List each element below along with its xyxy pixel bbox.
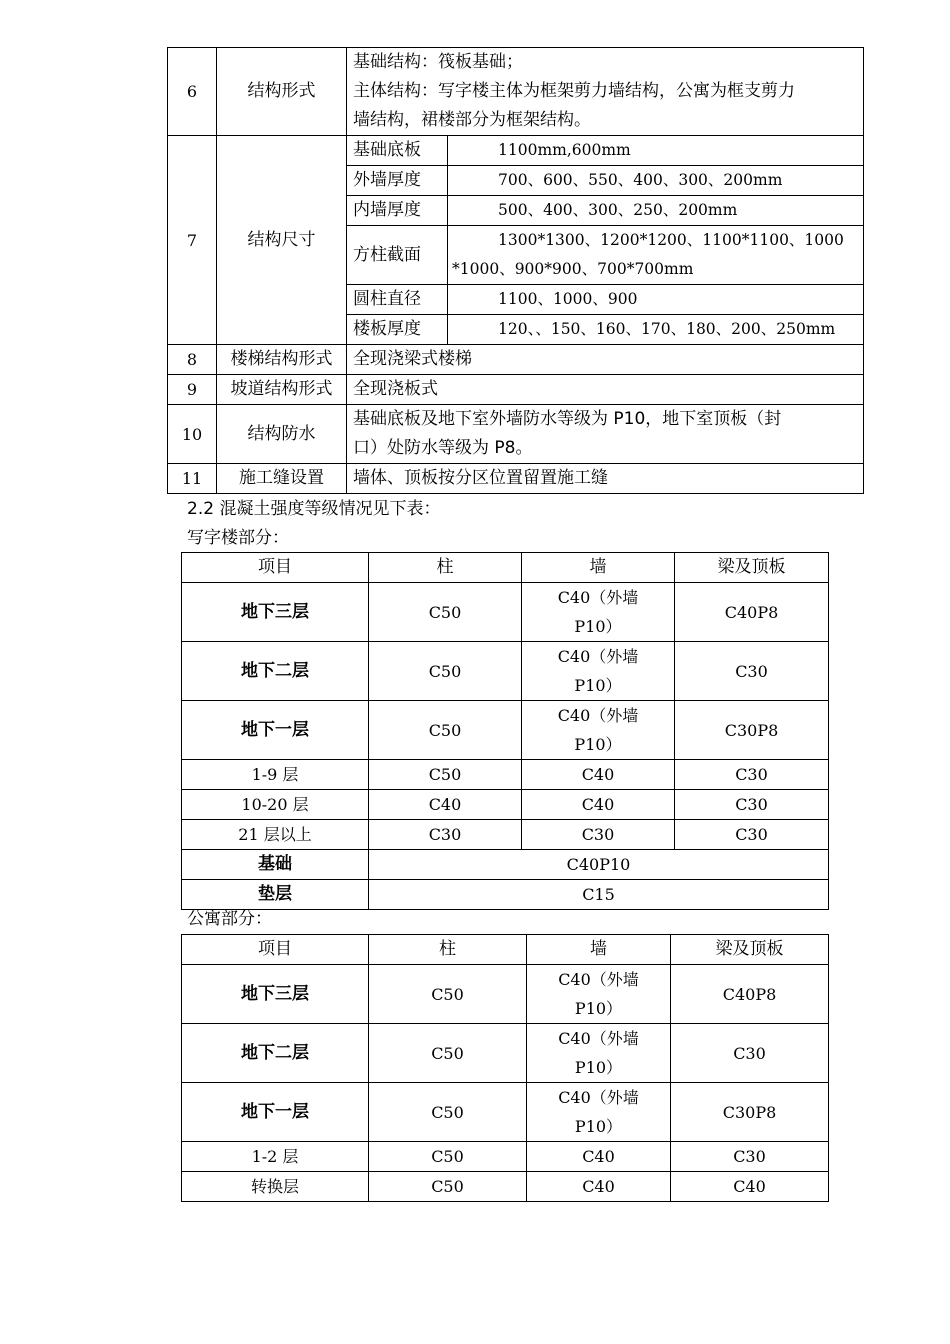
column-grade: C50: [369, 583, 522, 642]
table-row: [182, 1083, 829, 1142]
column-grade: C50: [369, 760, 522, 790]
table-row: [168, 136, 864, 166]
sub-label: 楼板厚度: [347, 315, 448, 345]
cushion-grade: C15: [369, 880, 829, 910]
column-grade: C30: [369, 820, 522, 850]
beam-grade: C30: [675, 642, 829, 701]
row-number: 7: [168, 136, 217, 345]
table-row: [182, 820, 829, 850]
wall-grade: C40: [527, 1142, 671, 1172]
wall-grade: C40: [527, 1172, 671, 1202]
text-line: P10）: [574, 999, 623, 1018]
table-row: [168, 375, 864, 405]
text-line: C40（外墙: [557, 647, 639, 666]
text-line: P10）: [574, 1117, 623, 1136]
table-row: [182, 1142, 829, 1172]
row-number: 6: [168, 48, 217, 136]
row-content: [347, 405, 864, 464]
office-caption: 写字楼部分：: [187, 528, 289, 548]
floor-cell: 转换层: [182, 1172, 369, 1202]
sub-value: [448, 226, 864, 285]
column-grade: C50: [369, 642, 522, 701]
header-cell: 柱: [369, 935, 527, 965]
sub-value: 1100mm,600mm: [448, 136, 864, 166]
text-line: C40（外墙: [557, 706, 639, 725]
floor-cell: 地下三层: [182, 965, 369, 1024]
text-line: 主体结构：写字楼主体为框架剪力墙结构，公寓为框支剪力: [353, 81, 795, 101]
text-line: C40（外墙: [557, 588, 639, 607]
floor-cell: 基础: [182, 850, 369, 880]
beam-grade: C30P8: [675, 701, 829, 760]
header-cell: 梁及顶板: [671, 935, 829, 965]
foundation-grade: C40P10: [369, 850, 829, 880]
floor-cell: 10-20 层: [182, 790, 369, 820]
column-grade: C50: [369, 965, 527, 1024]
beam-grade: C30: [675, 820, 829, 850]
floor-cell: 1-9 层: [182, 760, 369, 790]
sub-value: 120、、150、160、170、180、200、250mm: [448, 315, 864, 345]
row-number: 10: [168, 405, 217, 464]
text-line: P10）: [574, 617, 622, 636]
column-grade: C50: [369, 1024, 527, 1083]
table-row: [182, 642, 829, 701]
row-content: 全现浇板式: [347, 375, 864, 405]
row-content: 全现浇梁式楼梯: [347, 345, 864, 375]
beam-grade: C40: [671, 1172, 829, 1202]
wall-grade: [527, 1024, 671, 1083]
floor-cell: 地下二层: [182, 642, 369, 701]
row-title: 施工缝设置: [217, 464, 347, 494]
table-row: [182, 880, 829, 910]
row-title: 结构尺寸: [217, 136, 347, 345]
floor-cell: 地下一层: [182, 701, 369, 760]
section-heading: 2.2 混凝土强度等级情况见下表：: [187, 499, 441, 519]
sub-label: 圆柱直径: [347, 285, 448, 315]
floor-cell: 地下二层: [182, 1024, 369, 1083]
text-line: C40（外墙: [558, 970, 639, 989]
text-line: 1300*1300、1200*1200、1100*1100、1000: [498, 231, 844, 249]
floor-cell: 地下一层: [182, 1083, 369, 1142]
floor-cell: 垫层: [182, 880, 369, 910]
beam-grade: C30P8: [671, 1083, 829, 1142]
beam-grade: C40P8: [675, 583, 829, 642]
structure-overview-table: [167, 47, 864, 494]
text-line: P10）: [574, 1058, 623, 1077]
sub-label: 基础底板: [347, 136, 448, 166]
table-row: [168, 405, 864, 464]
header-cell: 墙: [527, 935, 671, 965]
table-row: [182, 701, 829, 760]
text-line: P10）: [574, 676, 622, 695]
column-grade: C50: [369, 1172, 527, 1202]
text-line: P10）: [574, 735, 622, 754]
floor-cell: 地下三层: [182, 583, 369, 642]
floor-cell: 21 层以上: [182, 820, 369, 850]
wall-grade: [522, 701, 675, 760]
row-number: 11: [168, 464, 217, 494]
row-number: 8: [168, 345, 217, 375]
wall-grade: [527, 965, 671, 1024]
row-title: 坡道结构形式: [217, 375, 347, 405]
table-row: [182, 1024, 829, 1083]
column-grade: C40: [369, 790, 522, 820]
row-title: 结构防水: [217, 405, 347, 464]
header-cell: 项目: [182, 553, 369, 583]
text-line: C40（外墙: [558, 1029, 639, 1048]
table-row: [182, 850, 829, 880]
row-content: [347, 48, 864, 136]
table-row: [168, 345, 864, 375]
header-cell: 墙: [522, 553, 675, 583]
apartment-caption: 公寓部分：: [187, 909, 272, 929]
table-row: [182, 760, 829, 790]
text-line: 墙结构，裙楼部分为框架结构。: [353, 110, 591, 130]
row-title: 结构形式: [217, 48, 347, 136]
beam-grade: C30: [675, 760, 829, 790]
sub-label: 内墙厚度: [347, 196, 448, 226]
floor-cell: 1-2 层: [182, 1142, 369, 1172]
text-line: 口）处防水等级为 P8。: [353, 438, 533, 458]
beam-grade: C30: [671, 1142, 829, 1172]
table-row: [168, 464, 864, 494]
row-title: 楼梯结构形式: [217, 345, 347, 375]
beam-grade: C40P8: [671, 965, 829, 1024]
sub-label: 方柱截面: [347, 226, 448, 285]
table-row: [182, 583, 829, 642]
text-line: 基础结构：筏板基础；: [353, 52, 523, 72]
header-cell: 项目: [182, 935, 369, 965]
wall-grade: C40: [522, 790, 675, 820]
sub-value: 500、400、300、250、200mm: [448, 196, 864, 226]
row-number: 9: [168, 375, 217, 405]
table-header-row: [182, 935, 829, 965]
row-content: 墙体、顶板按分区位置留置施工缝: [347, 464, 864, 494]
column-grade: C50: [369, 1083, 527, 1142]
sub-value: 1100、1000、900: [448, 285, 864, 315]
table-row: [182, 1172, 829, 1202]
text-line: C40（外墙: [558, 1088, 639, 1107]
wall-grade: [527, 1083, 671, 1142]
sub-label: 外墙厚度: [347, 166, 448, 196]
table-row: [182, 965, 829, 1024]
wall-grade: C40: [522, 760, 675, 790]
sub-value: 700、600、550、400、300、200mm: [448, 166, 864, 196]
apartment-concrete-table: [181, 934, 829, 1202]
wall-grade: [522, 642, 675, 701]
header-cell: 梁及顶板: [675, 553, 829, 583]
text-line: 基础底板及地下室外墙防水等级为 P10，地下室顶板（封: [353, 409, 782, 429]
beam-grade: C30: [671, 1024, 829, 1083]
office-concrete-table: [181, 552, 829, 910]
table-header-row: [182, 553, 829, 583]
column-grade: C50: [369, 1142, 527, 1172]
wall-grade: C30: [522, 820, 675, 850]
table-row: [168, 48, 864, 136]
wall-grade: [522, 583, 675, 642]
column-grade: C50: [369, 701, 522, 760]
beam-grade: C30: [675, 790, 829, 820]
header-cell: 柱: [369, 553, 522, 583]
table-row: [182, 790, 829, 820]
text-line: *1000、900*900、700*700mm: [452, 260, 694, 278]
